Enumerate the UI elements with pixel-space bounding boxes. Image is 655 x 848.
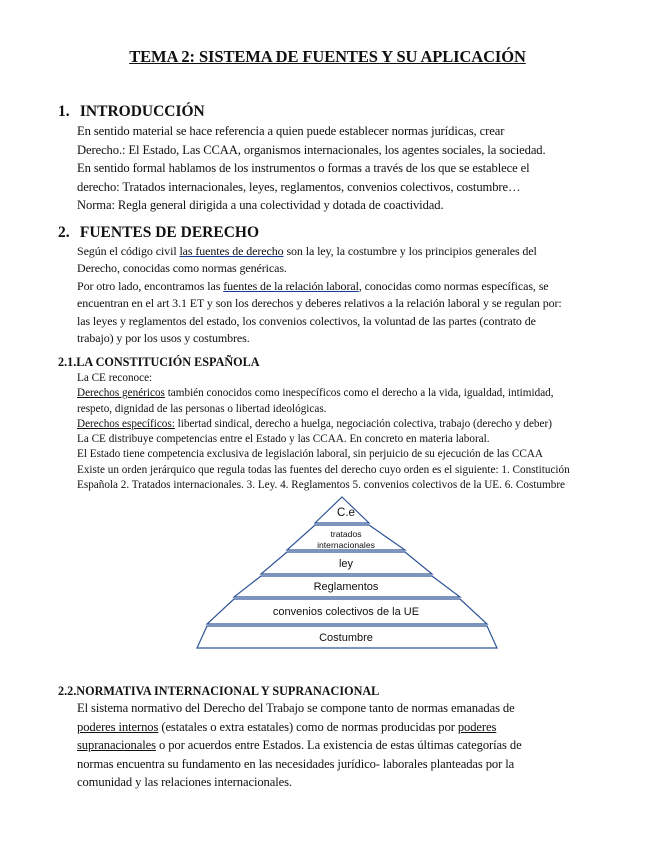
text-span: son la ley, la costumbre y los principios generales del bbox=[283, 244, 537, 258]
pyramid-label-ley: ley bbox=[338, 558, 354, 570]
pyramid-label-internacionales: internacionales bbox=[317, 540, 375, 550]
text-line: Derecho, conocidas como normas genéricas. bbox=[77, 261, 287, 276]
text-line: La CE reconoce: bbox=[77, 372, 153, 384]
subsection-heading-normativa: 2.2.NORMATIVA INTERNACIONAL Y SUPRANACIONAL bbox=[58, 684, 380, 698]
text-line: comunidad y las relaciones internacionales. bbox=[77, 775, 292, 790]
underlined-term: Derechos específicos: bbox=[77, 417, 175, 430]
text-line: En sentido formal hablamos de los instrumentos o formas a través de los que se establece el bbox=[77, 161, 530, 176]
text-span: , conocidas como normas específicas, se bbox=[358, 278, 549, 293]
section-title: INTRODUCCIÓN bbox=[79, 103, 205, 120]
underlined-term: poderes bbox=[457, 719, 497, 734]
text-line: Norma: Regla general dirigida a una colectividad y dotada de coactividad. bbox=[77, 198, 444, 213]
pyramid-label-tratados: tratados bbox=[330, 529, 362, 539]
underlined-term: Derechos genéricos bbox=[77, 387, 165, 400]
section-title: FUENTES DE DERECHO bbox=[79, 224, 260, 241]
normativa-paragraph bbox=[77, 699, 617, 792]
pyramid-label-convenios: convenios colectivos de la UE bbox=[272, 606, 420, 618]
text-line: encuentran en el art 3.1 ET y son los derechos y deberes relativos a la relación laboral y se regulan por: bbox=[77, 296, 562, 311]
text-line: Española 2. Tratados internacionales. 3. Ley. 4. Reglamentos 5. convenios colectivos de la UE. 6. Costumbre bbox=[77, 479, 566, 492]
pyramid-label-ce: C.e bbox=[337, 507, 355, 519]
link-text: las fuentes de derecho bbox=[179, 244, 284, 258]
text-line: respeto, dignidad de las personas o libertad ideológicas. bbox=[77, 402, 327, 415]
section-number: 2. bbox=[58, 224, 70, 241]
text-line: La CE distribuye competencias entre el Estado y las CCAA. En concreto en materia laboral. bbox=[77, 433, 490, 446]
text-line: normas encuentra su fundamento en las necesidades jurídico- laborales planteadas por la bbox=[77, 756, 515, 771]
text-span: Por otro lado, encontramos las bbox=[77, 278, 224, 293]
document-title: TEMA 2: SISTEMA DE FUENTES Y SU APLICACIÓN bbox=[129, 47, 526, 66]
pyramid-label-reglamentos: Reglamentos bbox=[313, 581, 379, 593]
text-span: también conocidos como inespecíficos como el derecho a la vida, igualdad, intimidad, bbox=[164, 387, 554, 400]
text-line bbox=[77, 736, 617, 755]
text-line: Derecho.: El Estado, Las CCAA, organismos internacionales, los agentes sociales, la sociedad. bbox=[77, 142, 546, 157]
text-line: El sistema normativo del Derecho del Trabajo se compone tanto de normas emanadas de bbox=[77, 701, 515, 715]
text-line: las leyes y reglamentos del estado, los convenios colectivos, la voluntad de las partes (contrato de bbox=[77, 313, 536, 328]
underlined-term: poderes internos bbox=[77, 719, 159, 734]
underlined-term: supranacionales bbox=[77, 738, 156, 753]
text-line: El Estado tiene competencia exclusiva de legislación laboral, sin perjuicio de su ejecución de las CCAA bbox=[77, 448, 543, 461]
link-text: fuentes de la relación laboral bbox=[223, 278, 359, 293]
text-span: libertad sindical, derecho a huelga, negociación colectiva, trabajo (derecho y deber) bbox=[174, 417, 552, 430]
text-span: Según el código civil bbox=[77, 244, 180, 258]
pyramid-label-costumbre: Costumbre bbox=[319, 632, 373, 644]
text-line bbox=[77, 718, 617, 737]
text-line: trabajo) y por los usos y costumbres. bbox=[77, 331, 250, 346]
subsection-heading-constitucion: 2.1.LA CONSTITUCIÓN ESPAÑOLA bbox=[58, 355, 260, 369]
text-span: o por acuerdos entre Estados. La existencia de estas últimas categorías de bbox=[155, 738, 522, 753]
text-span: (estatales o extra estatales) como de normas producidas por bbox=[158, 719, 458, 734]
text-line: derecho: Tratados internacionales, leyes, reglamentos, convenios colectivos, costumbre… bbox=[77, 179, 521, 194]
text-line: Existe un orden jerárquico que regula todas las fuentes del derecho cuyo orden es el siguiente: 1. Constitución bbox=[77, 463, 570, 476]
text-line: En sentido material se hace referencia a quien puede establecer normas jurídicas, crear bbox=[77, 124, 505, 138]
section-number: 1. bbox=[58, 103, 70, 120]
